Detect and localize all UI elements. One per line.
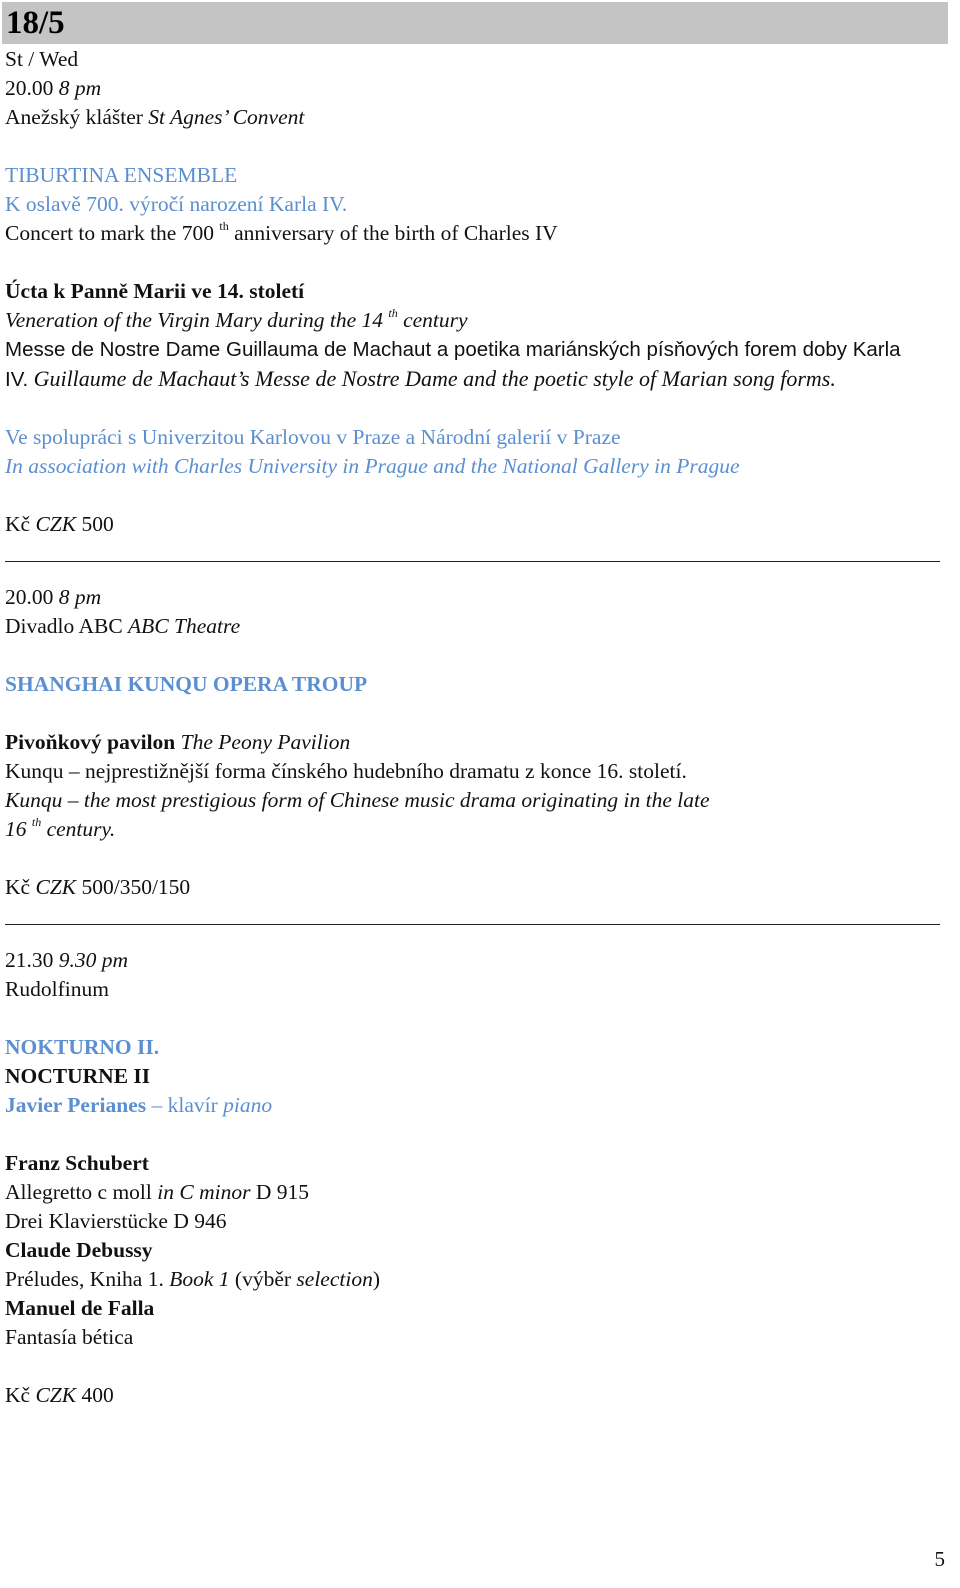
work-note-en: selection	[296, 1267, 373, 1291]
ordinal-sup: th	[219, 219, 229, 233]
event-venue	[5, 103, 945, 132]
day-label: St / Wed	[5, 47, 79, 71]
currency-cz: Kč	[5, 512, 31, 536]
work-item	[5, 1178, 945, 1207]
page-number: 5	[934, 1547, 945, 1571]
time-en: 9.30 pm	[58, 948, 129, 972]
event-shanghai-kunqu	[5, 583, 945, 931]
event-time	[5, 74, 945, 103]
venue-en: St Agnes’ Convent	[148, 105, 305, 129]
work-description-en-2	[5, 815, 945, 844]
event-time	[5, 583, 945, 612]
program-title-en	[5, 306, 945, 335]
currency-cz: Kč	[5, 875, 31, 899]
work-item	[5, 1265, 945, 1294]
subtitle-en-pre: Concert to mark the 700	[5, 221, 214, 245]
association-en: In association with Charles University in Prague and the National Gallery in Prague	[5, 454, 740, 478]
work-item: Drei Klavierstücke D 946	[5, 1209, 227, 1233]
time-cz: 20.00	[5, 585, 54, 609]
venue-cz: Anežský klášter	[5, 105, 143, 129]
price-value: 500	[81, 512, 114, 536]
subtitle-cz: K oslavě 700. výročí narození Karla IV.	[5, 192, 348, 216]
program-title: Úcta k Panně Marii ve 14. století	[5, 279, 305, 303]
composer-name: Claude Debussy	[5, 1238, 153, 1262]
subtitle-en-post: anniversary of the birth of Charles IV	[234, 221, 558, 245]
work-note-close: )	[372, 1267, 380, 1291]
instrument-en: piano	[223, 1093, 273, 1117]
ensemble-title: SHANGHAI KUNQU OPERA TROUP	[5, 672, 368, 696]
venue-en: ABC Theatre	[128, 614, 241, 638]
desc-cz: Messe de Nostre Dame Guillauma de Machaut a poetika mariánských písňových forem doby Karla IV.	[5, 338, 901, 391]
concert-title-en: NOCTURNE II	[5, 1064, 151, 1088]
work-note-cz: (výběr	[234, 1267, 292, 1291]
event-time	[5, 946, 945, 975]
performer-line	[5, 1091, 945, 1120]
event-tiburtina	[5, 74, 945, 568]
work-cz: Préludes, Kniha 1.	[5, 1267, 164, 1291]
ticket-price	[5, 873, 945, 902]
work-item: Fantasía bética	[5, 1325, 134, 1349]
date-heading: 18/5	[6, 5, 65, 41]
work-en: Book 1	[169, 1267, 230, 1291]
work-title	[5, 728, 945, 757]
separator-rule	[5, 902, 945, 931]
separator-rule	[5, 539, 945, 568]
event-venue	[5, 612, 945, 641]
concert-title-cz: NOKTURNO II.	[5, 1035, 160, 1059]
composer-name: Manuel de Falla	[5, 1296, 155, 1320]
work-description-cz: Kunqu – nejprestižnější forma čínského hudebního dramatu z konce 16. století.	[5, 759, 687, 783]
currency-en: CZK	[35, 875, 77, 899]
ordinal-sup: th	[31, 815, 42, 829]
event-venue: Rudolfinum	[5, 977, 109, 1001]
time-en: 8 pm	[58, 585, 102, 609]
program-description	[5, 335, 905, 394]
work-en: in C minor	[157, 1180, 251, 1204]
ordinal-sup: th	[388, 306, 398, 320]
price-value: 500/350/150	[81, 875, 191, 899]
time-cz: 20.00	[5, 76, 54, 100]
subtitle-en	[5, 219, 945, 248]
instrument-cz: – klavír	[151, 1093, 218, 1117]
ensemble-title: TIBURTINA ENSEMBLE	[5, 163, 238, 187]
work-catalog: D 915	[255, 1180, 309, 1204]
desc-en-pre: 16	[5, 817, 27, 841]
work-cz: Allegretto c moll	[5, 1180, 152, 1204]
program-content	[5, 45, 945, 1410]
time-en: 8 pm	[58, 76, 102, 100]
currency-en: CZK	[35, 512, 77, 536]
work-en: The Peony Pavilion	[180, 730, 351, 754]
currency-cz: Kč	[5, 1383, 31, 1407]
date-header-bar	[2, 2, 948, 44]
association-cz: Ve spolupráci s Univerzitou Karlovou v Praze a Národní galerií v Praze	[5, 425, 621, 449]
time-cz: 21.30	[5, 948, 54, 972]
price-value: 400	[81, 1383, 114, 1407]
ticket-price	[5, 510, 945, 539]
desc-en: Guillaume de Machaut’s Messe de Nostre Dame and the poetic style of Marian song forms.	[33, 366, 836, 391]
currency-en: CZK	[35, 1383, 77, 1407]
work-cz: Pivoňkový pavilon	[5, 730, 176, 754]
work-description-en: Kunqu – the most prestigious form of Chinese music drama originating in the late	[5, 788, 710, 812]
venue-cz: Divadlo ABC	[5, 614, 123, 638]
program-en-pre: Veneration of the Virgin Mary during the 14	[5, 308, 383, 332]
composer-name: Franz Schubert	[5, 1151, 149, 1175]
program-en-post: century	[403, 308, 468, 332]
ticket-price	[5, 1381, 945, 1410]
performer-name: Javier Perianes	[5, 1093, 147, 1117]
desc-en-post: century.	[46, 817, 116, 841]
event-nokturno	[5, 946, 945, 1410]
